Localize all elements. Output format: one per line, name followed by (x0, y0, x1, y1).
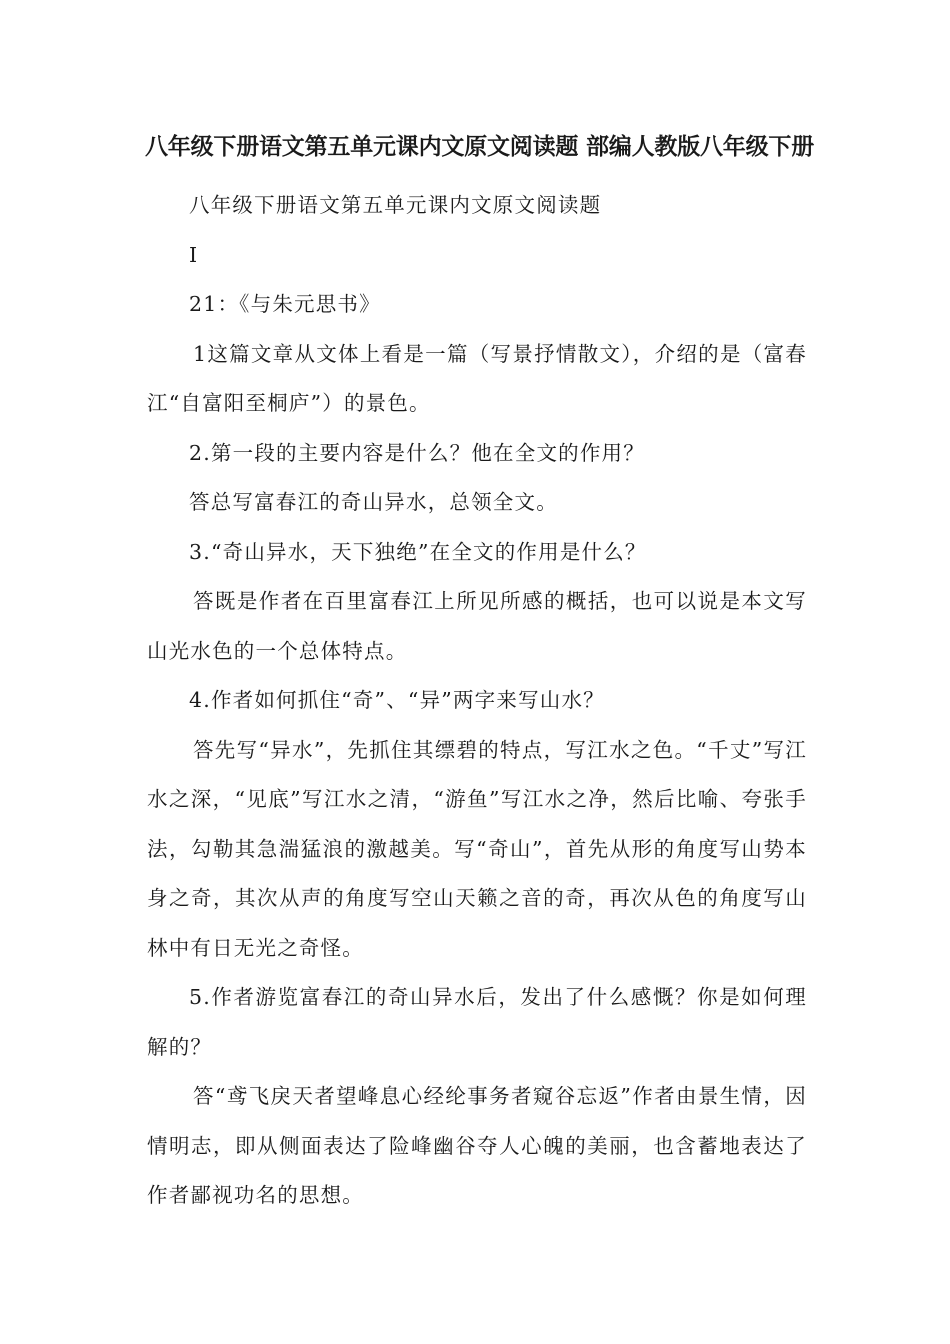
question-5: 5.作者游览富春江的奇山异水后，发出了什么感慨？你是如何理解的？ (147, 985, 807, 1059)
question-2: 2.第一段的主要内容是什么？他在全文的作用？ (189, 440, 645, 465)
document-body (147, 181, 807, 1221)
lesson-heading: 21：《与朱元思书》 (189, 292, 381, 316)
answer-2: 答总写富春江的奇山异水，总领全文。 (189, 490, 558, 514)
section-numeral: Ⅰ (189, 242, 199, 267)
question-1-paragraph: 1这篇文章从文体上看是一篇（写景抒情散文），介绍的是（富春江“自富阳至桐庐”）的景色。 (147, 341, 807, 415)
answer-4: 答先写“异水”，先抓住其缥碧的特点，写江水之色。“千丈”写江水之深，“见底”写江水之清，“游鱼”写江水之净，然后比喻、夸张手法，勾勒其急湍猛浪的激越美。写“奇山”，首先从形的角度写山势本身之奇，其次从声的角度写空山天籁之音的奇，再次从色的角度写山林中有日无光之奇怪。 (147, 737, 807, 960)
subtitle-paragraph: 八年级下册语文第五单元课内文原文阅读题 (189, 193, 602, 217)
answer-3: 答既是作者在百里富春江上所见所感的概括，也可以说是本文写山光水色的一个总体特点。 (147, 589, 807, 663)
document-title: 八年级下册语文第五单元课内文原文阅读题 部编人教版八年级下册 (145, 134, 815, 160)
answer-5: 答“鸢飞戾天者望峰息心经纶事务者窥谷忘返”作者由景生情，因情明志，即从侧面表达了险峰幽谷夺人心魄的美丽，也含蓄地表达了作者鄙视功名的思想。 (147, 1084, 807, 1207)
question-4: 4.作者如何抓住“奇”、“异”两字来写山水？ (189, 688, 605, 712)
question-3: 3.“奇山异水，天下独绝”在全文的作用是什么？ (189, 539, 647, 564)
